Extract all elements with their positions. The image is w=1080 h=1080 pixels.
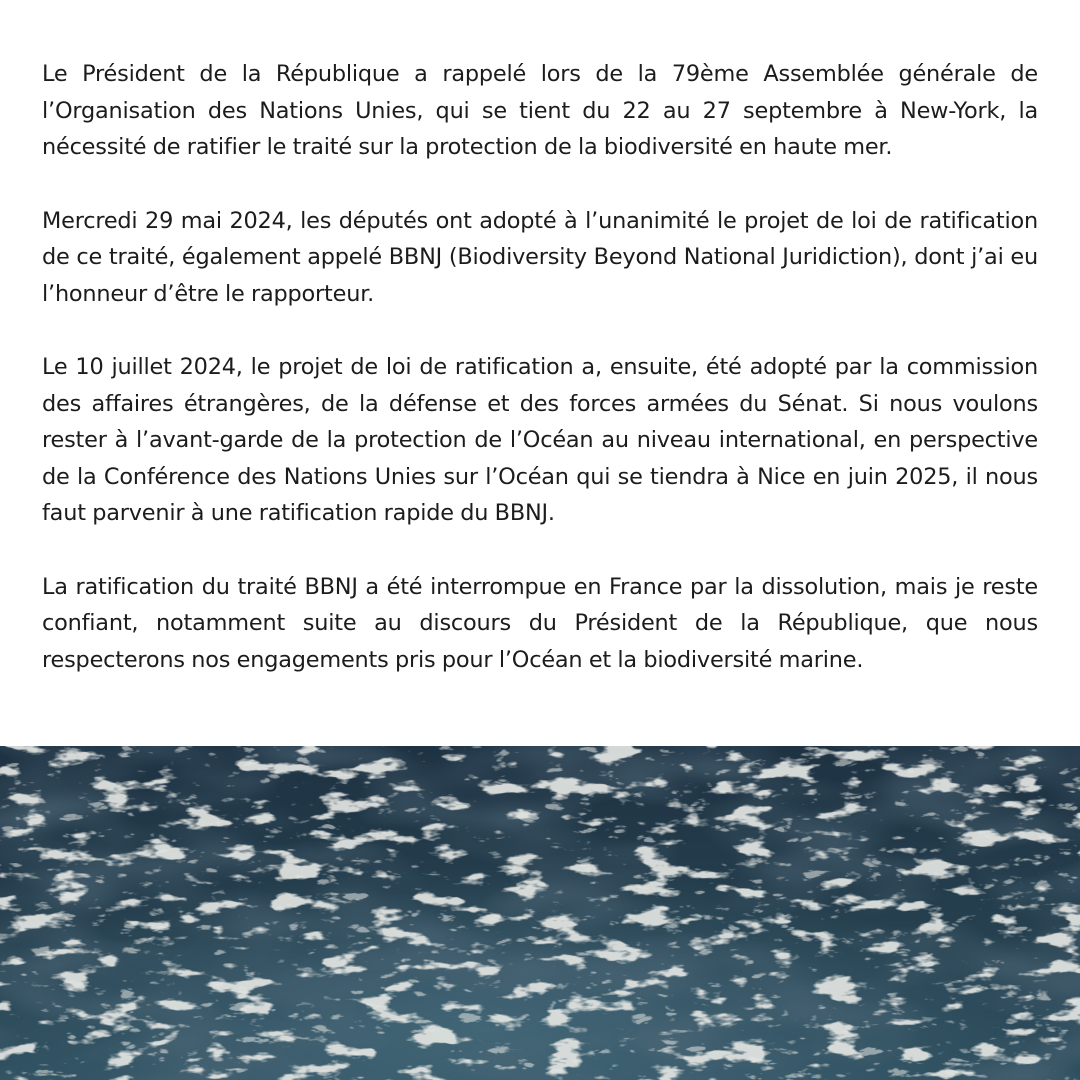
paragraph-senate-commission: Le 10 juillet 2024, le projet de loi de ratification a, ensuite, été adopté par la commission des affaires étrangères, de la défense et des forces armées du Sénat. Si nous voulons rester à l’avant-garde de la protection de l’Océan au niveau international, en perspective de la Conférence des Nations Unies sur l’Océan qui se tiendra à Nice en juin 2025, il nous faut parvenir à une ratification rapide du BBNJ. [42, 354, 1038, 526]
ocean-image [0, 746, 1080, 1080]
paragraph-deputies-vote: Mercredi 29 mai 2024, les députés ont adopté à l’unanimité le projet de loi de ratification de ce traité, également appelé BBNJ (Biodiversity Beyond National Juridiction), dont j’ai eu l’honneur d’être le rapporteur. [42, 207, 1038, 307]
paragraph-unga: Le Président de la République a rappelé lors de la 79ème Assemblée générale de l’Organisation des Nations Unies, qui se tient du 22 au 27 septembre à New-York, la nécessité de ratifier le traité sur la protection de la biodiversité en haute mer. [42, 61, 1038, 160]
article-text [42, 56, 1038, 715]
paragraph-dissolution: La ratification du traité BBNJ a été interrompue en France par la dissolution, mais je reste confiant, notamment suite au discours du Président de la République, que nous respecterons nos engagements pris pour l’Océan et la biodiversité marine. [42, 573, 1038, 673]
ocean-waves-picture [0, 746, 1080, 1080]
